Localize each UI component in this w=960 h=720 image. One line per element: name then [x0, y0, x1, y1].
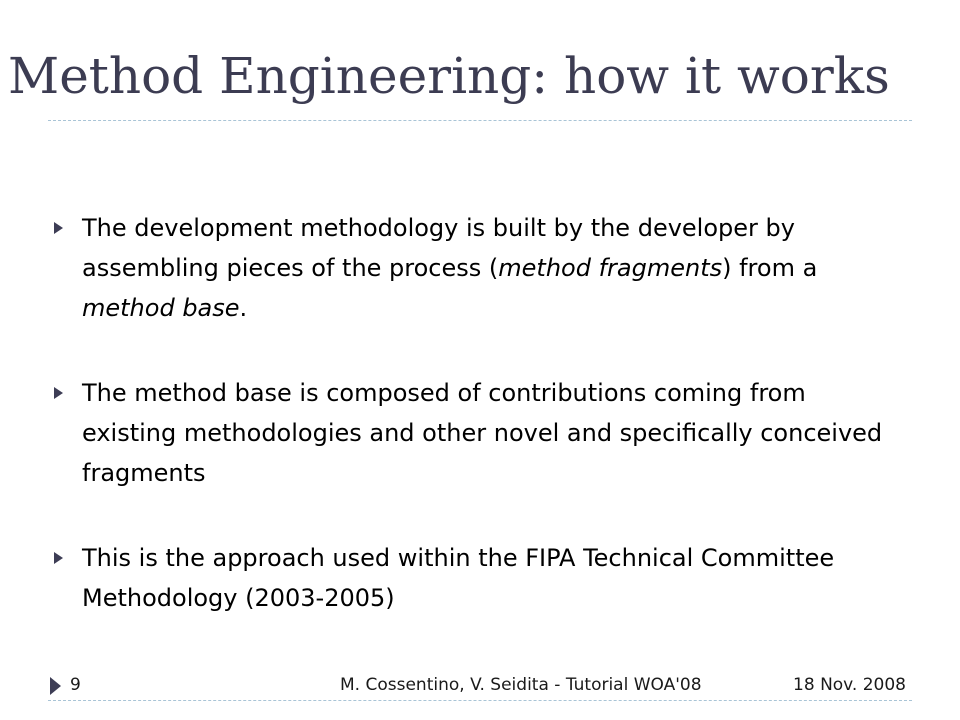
bullet-item — [40, 538, 900, 618]
bullet-text — [82, 214, 817, 322]
bullet-text-italic-segment: method base — [82, 294, 240, 322]
bullet-text-italic-segment: method fragments — [498, 254, 723, 282]
triangle-right-icon — [54, 552, 63, 564]
bullet-list — [40, 208, 900, 618]
bullet-text-segment: ) from a — [722, 254, 818, 282]
footer-date: 18 Nov. 2008 — [793, 675, 906, 695]
footer-divider — [48, 700, 912, 701]
bullet-text — [82, 544, 834, 612]
title-divider — [48, 120, 912, 121]
bullet-text-segment: . — [239, 294, 248, 322]
bullet-text-segment: This is the approach used within the FIPA Technical Committee Methodology (2003-2005) — [82, 544, 835, 612]
footer-author: M. Cossentino, V. Seidita - Tutorial WOA'08 — [340, 675, 702, 695]
bullet-text — [82, 379, 882, 487]
bullet-text-segment: The development methodology is built by the developer by assembling pieces of the process ( — [82, 214, 795, 282]
page-number: 9 — [70, 675, 81, 695]
bullet-item — [40, 208, 900, 328]
slide-title: Method Engineering: how it works — [8, 47, 890, 105]
bullet-text-segment: The method base is composed of contributions coming from existing methodologies and other novel and specifically conceived fragments — [82, 379, 883, 487]
bullet-item — [40, 373, 900, 493]
triangle-right-icon — [54, 387, 63, 399]
triangle-right-icon — [54, 222, 63, 234]
triangle-right-icon — [50, 677, 61, 695]
slide-footer — [0, 672, 960, 700]
